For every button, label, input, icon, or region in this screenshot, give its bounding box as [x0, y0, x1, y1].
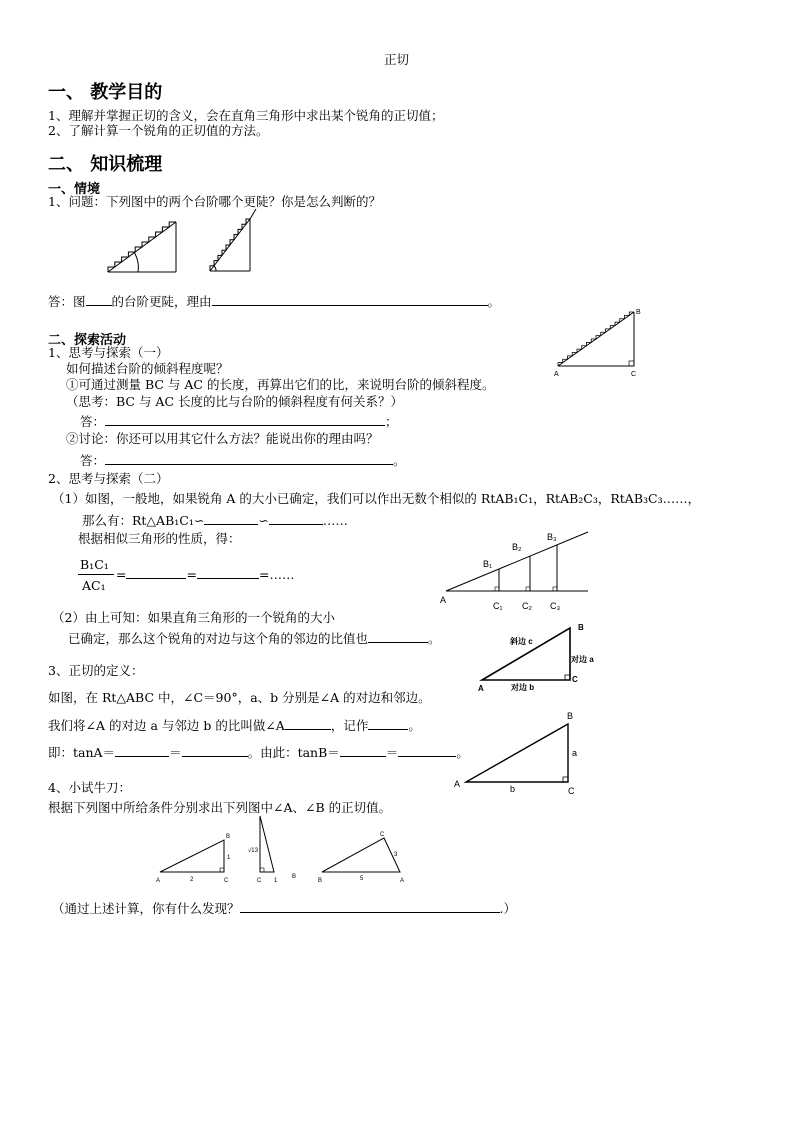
definition-line-1: 如图，在 Rt△ABC 中，∠C＝90°，a、b 分别是∠A 的对边和邻边。 [48, 690, 431, 705]
label-p2-b: B [292, 874, 297, 880]
practice-triangle-1 [156, 832, 238, 884]
label-sim-b1: B₁ [483, 559, 493, 569]
objective-item-1: 1、理解并掌握正切的含义，会在直角三角形中求出某个锐角的正切值； [48, 108, 444, 123]
label-p2-sqrt13: √13 [248, 848, 258, 854]
label-sim-b3: B₃ [547, 532, 557, 542]
tan-b-blank-1[interactable] [340, 744, 386, 757]
label-p3-a: A [400, 878, 405, 884]
label-p2-c: C [257, 878, 262, 884]
explore-2-line-2: 那么有：Rt△AB₁C₁∽ ∽ …… [82, 513, 348, 528]
definition-line-2: 我们将∠A 的对边 a 与邻边 b 的比叫做∠A ，记作 。 [48, 718, 421, 733]
label-sim-c2: C₂ [522, 601, 532, 611]
objective-item-2: 2、了解计算一个锐角的正切值的方法。 [48, 123, 269, 138]
stair-figure-abc [554, 308, 654, 380]
label-p3-b: B [318, 878, 323, 884]
fraction-denominator: AC₁ [82, 578, 106, 593]
label-def1-c: C [572, 675, 578, 684]
tangent-name-blank[interactable] [285, 717, 331, 730]
explore-2-line-4: （2）由上可知：如果直角三角形的一个锐角的大小 [52, 610, 335, 625]
explore-2-line-5: 已确定，那么这个锐角的对边与这个角的邻边的比值也 。 [68, 631, 441, 646]
explore-1-method: ①可通过测量 BC 与 AC 的长度，再算出它们的比，来说明台阶的倾斜程度。 [66, 377, 495, 392]
section-heading-2: 二、 知识梳理 [48, 154, 163, 175]
stair-figure-1 [108, 222, 178, 274]
label-sim-c3: C₃ [550, 601, 561, 611]
definition-title: 3、正切的定义： [48, 663, 144, 678]
label-def2-side-b: b [510, 784, 516, 794]
practice-description: 根据下列图中所给条件分别求出下列图中∠A、∠B 的正切值。 [48, 800, 392, 815]
definition-line-3: 即：tanA＝ ＝ 。由此：tanB＝ ＝ 。 [48, 745, 469, 760]
practice-triangle-2 [248, 812, 304, 884]
question-1: 1、问题：下列图中的两个台阶哪个更陡？你是怎么判断的？ [48, 194, 381, 209]
explore-2-line-3: 根据相似三角形的性质，得： [78, 531, 241, 546]
subheading-explore: 二、探索活动 [48, 333, 127, 348]
label-sim-c1: C₁ [493, 601, 503, 611]
label-sim-b2: B₂ [512, 542, 522, 552]
explore-1-answer-1: 答： ； [80, 414, 398, 429]
explore-1-answer-2: 答： 。 [80, 453, 406, 468]
label-p2-side-1: 1 [274, 878, 278, 884]
explore-1-think: （思考：BC 与 AC 长度的比与台阶的倾斜程度有何关系？） [66, 394, 403, 409]
ratio-blank-2[interactable] [197, 566, 259, 579]
ratio-constant-blank[interactable] [368, 630, 428, 643]
label-p3-c: C [380, 832, 385, 838]
label-def1-opposite: 对边 a [571, 655, 594, 664]
label-p1-b: B [226, 834, 231, 840]
subheading-situation: 一、情境 [48, 182, 101, 197]
label-def2-a: A [454, 779, 461, 789]
explore-1-title: 1、思考与探索（一） [48, 345, 169, 360]
explore-1-question: 如何描述台阶的倾斜程度呢？ [66, 361, 229, 376]
tan-b-blank-2[interactable] [398, 744, 456, 757]
section-heading-1: 一、 教学目的 [48, 82, 163, 103]
explore-2-line-1: （1）如图，一般地，如果锐角 A 的大小已确定，我们可以作出无数个相似的 RtAB₁C₁，RtAB₂C₃，RtAB₃C₃……， [52, 491, 701, 506]
similar-blank-1[interactable] [204, 512, 258, 525]
answer-blank-figure[interactable] [86, 293, 112, 306]
label-p3-side-5: 5 [360, 876, 364, 882]
tan-a-blank-2[interactable] [182, 744, 248, 757]
label-def1-hypotenuse: 斜边 c [510, 637, 533, 646]
answer-line: 答：图 的台阶更陡，理由 。 [48, 294, 501, 309]
practice-triangle-3 [318, 830, 410, 886]
similar-triangles-figure [438, 528, 598, 616]
label-stair-a: A [554, 371, 559, 378]
summary-line: （通过上述计算，你有什么发现？ .） [52, 901, 516, 916]
label-sim-a: A [440, 595, 447, 605]
fraction-bar [78, 574, 114, 575]
ratio-blank-1[interactable] [126, 566, 186, 579]
fraction-numerator: B₁C₁ [80, 557, 109, 572]
label-def1-adjacent: 对边 b [511, 683, 535, 692]
label-stair-c: C [631, 371, 637, 378]
label-p1-a: A [156, 878, 161, 884]
answer-blank-reason[interactable] [212, 293, 488, 306]
label-p3-side-3: 3 [394, 852, 398, 858]
answer-blank-2[interactable] [105, 452, 393, 465]
tan-a-blank-1[interactable] [115, 744, 169, 757]
summary-blank[interactable] [240, 900, 500, 913]
label-stair-b: B [636, 309, 641, 316]
ratio-equation: = = =…… [116, 567, 295, 582]
definition-triangle-1 [478, 622, 608, 694]
label-p1-side-2: 2 [190, 877, 194, 883]
explore-1-discuss: ②讨论：你还可以用其它什么方法？能说出你的理由吗？ [66, 431, 379, 446]
stair-figure-2 [208, 215, 254, 273]
label-def1-a: A [478, 684, 484, 693]
similar-blank-2[interactable] [269, 512, 323, 525]
label-def2-b: B [567, 711, 574, 721]
answer-blank-1[interactable] [105, 413, 385, 426]
label-p1-c: C [224, 878, 229, 884]
tangent-notation-blank[interactable] [368, 717, 408, 730]
definition-triangle-2 [452, 710, 582, 796]
page-title: 正切 [384, 52, 410, 67]
label-def2-side-a: a [572, 748, 578, 758]
label-p1-side-1: 1 [227, 855, 231, 861]
explore-2-title: 2、思考与探索（二） [48, 471, 169, 486]
practice-title: 4、小试牛刀： [48, 780, 131, 795]
label-def1-b: B [578, 623, 584, 632]
label-def2-c: C [568, 786, 575, 796]
